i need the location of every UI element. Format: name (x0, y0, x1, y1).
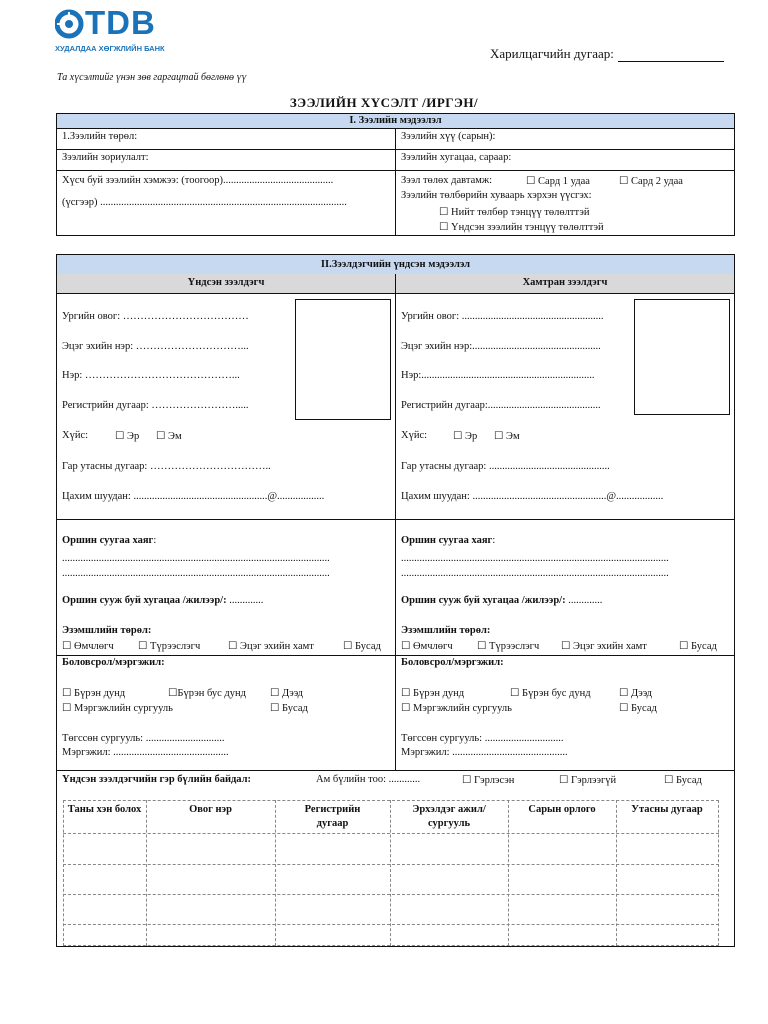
family-col-income: Сарын орлого (528, 804, 596, 815)
main-education-label: Боловсрол/мэргэжил: (62, 657, 165, 668)
co-address-label (401, 535, 495, 546)
co-gender-label: Хүйс: (401, 430, 428, 441)
co-own-parents-checkbox[interactable]: ☐ Эцэг эхийн хамт (561, 641, 647, 652)
co-edu-secondary-checkbox[interactable]: ☐ Бүрэн дунд (401, 688, 465, 699)
co-address-colon: : (492, 535, 496, 546)
main-borrower-photo-box (295, 299, 391, 420)
co-phone-field[interactable]: Гар утасны дугаар: .............................................. (401, 461, 610, 472)
family-status-label: Үндсэн зээлдэгчийн гэр бүлийн байдал: (62, 774, 252, 785)
main-gender-female-checkbox[interactable]: ☐ Эм (156, 431, 182, 442)
main-address-colon: : (153, 535, 157, 546)
co-education-label: Боловсрол/мэргэжил: (401, 657, 504, 668)
main-residence-label: Оршин сууж буй хугацаа /жилээр/: (62, 595, 227, 606)
client-number (490, 46, 724, 62)
family-single-checkbox[interactable]: ☐ Гэрлээгүй (559, 775, 617, 786)
family-col-occupation: Эрхэлдэг ажил/ сургууль (412, 804, 486, 829)
family-col-relation: Таны хэн болох (67, 804, 142, 815)
purpose-field[interactable]: Зээлийн зориулалт: (62, 152, 149, 163)
main-residence-term[interactable] (62, 595, 263, 606)
co-address-title: Оршин суугаа хаяг (401, 535, 493, 546)
family-married-checkbox[interactable]: ☐ Гэрлэсэн (462, 775, 515, 786)
main-school-field[interactable]: Төгссөн сургууль: .............................. (62, 733, 225, 744)
family-col-name: Овог нэр (189, 804, 232, 815)
section2-header: II.Зээлдэгчийн үндсэн мэдээлэл (57, 255, 734, 275)
co-register-field[interactable]: Регистрийн дугаар:........................................... (401, 400, 601, 411)
main-gender-label: Хүйс: (62, 430, 89, 441)
co-surname-field[interactable]: Ургийн овог: ...................................................... (401, 311, 604, 322)
client-number-label: Харилцагчийн дугаар: (490, 46, 614, 61)
family-other-checkbox[interactable]: ☐ Бусад (664, 775, 702, 786)
main-own-owner-checkbox[interactable]: ☐ Өмчлөгч (62, 641, 114, 652)
freq-monthly-1-checkbox[interactable]: ☐ Сард 1 удаа (526, 176, 590, 187)
main-address-label (62, 535, 156, 546)
term-field[interactable]: Зээлийн хугацаа, сараар: (401, 152, 512, 163)
loan-type-field[interactable]: 1.Зээлийн төрөл: (62, 131, 138, 142)
main-edu-incomplete-checkbox[interactable]: ☐Бүрэн бус дунд (168, 688, 246, 699)
main-profession-field[interactable]: Мэргэжил: ............................................ (62, 747, 229, 758)
co-school-field[interactable]: Төгссөн сургууль: .............................. (401, 733, 564, 744)
logo-name: TDB (85, 4, 156, 41)
schedule-equal-total-checkbox[interactable]: ☐ Нийт төлбөр тэнцүү төлөлттэй (439, 207, 590, 218)
main-edu-higher-checkbox[interactable]: ☐ Дээд (270, 688, 304, 699)
family-members-field[interactable]: Ам бүлийн тоо: ............ (316, 774, 421, 785)
co-edu-higher-checkbox[interactable]: ☐ Дээд (619, 688, 653, 699)
main-borrower-header: Үндсэн зээлдэгч (57, 274, 395, 294)
main-register-field[interactable]: Регистрийн дугаар: ……………………..... (62, 400, 249, 411)
main-address-title: Оршин суугаа хаяг (62, 535, 154, 546)
co-edu-vocational-checkbox[interactable]: ☐ Мэргэжлийн сургууль (401, 703, 512, 714)
main-edu-vocational-checkbox[interactable]: ☐ Мэргэжлийн сургууль (62, 703, 173, 714)
co-own-other-checkbox[interactable]: ☐ Бусад (679, 641, 717, 652)
family-table (63, 800, 719, 946)
main-name-field[interactable]: Нэр: ……………………………………... (62, 370, 240, 381)
co-borrower-header: Хамтран зээлдэгч (396, 274, 734, 294)
section1-header: I. Зээлийн мэдээлэл (57, 114, 734, 129)
co-name-field[interactable]: Нэр:.................................................................. (401, 370, 595, 381)
tdb-logo-icon (55, 8, 85, 40)
co-residence-dots: ............. (565, 595, 603, 606)
frequency-label: Зээл төлөх давтамж: (401, 175, 493, 186)
form-note: Та хүсэлтийг үнэн зөв гаргацтай бөглөнө үү (57, 72, 247, 83)
co-own-tenant-checkbox[interactable]: ☐ Түрээслэгч (477, 641, 540, 652)
family-col-register: Регистрийн дугаар (304, 804, 361, 829)
main-own-other-checkbox[interactable]: ☐ Бусад (343, 641, 381, 652)
main-father-name-field[interactable]: Эцэг эхийн нэр: …………………………... (62, 341, 249, 352)
form-title: ЗЭЭЛИЙН ХҮСЭЛТ /ИРГЭН/ (289, 95, 479, 110)
main-own-parents-checkbox[interactable]: ☐ Эцэг эхийн хамт (228, 641, 314, 652)
bank-logo (55, 4, 165, 53)
co-address-line-1[interactable]: ...................................................................................................... (401, 553, 669, 564)
main-gender-male-checkbox[interactable]: ☐ Эр (115, 431, 140, 442)
co-address-line-2[interactable]: ...................................................................................................... (401, 568, 669, 579)
main-residence-dots: ............. (226, 595, 264, 606)
co-ownership-label: Эзэмшлийн төрөл: (401, 625, 491, 636)
client-number-field[interactable] (618, 49, 724, 62)
co-edu-incomplete-checkbox[interactable]: ☐ Бүрэн бус дунд (510, 688, 591, 699)
freq-monthly-2-checkbox[interactable]: ☐ Сард 2 удаа (619, 176, 683, 187)
main-own-tenant-checkbox[interactable]: ☐ Түрээслэгч (138, 641, 201, 652)
family-col-phone: Утасны дугаар (631, 804, 703, 815)
main-edu-other-checkbox[interactable]: ☐ Бусад (270, 703, 308, 714)
main-address-line-2[interactable]: ...................................................................................................... (62, 568, 330, 579)
co-own-owner-checkbox[interactable]: ☐ Өмчлөгч (401, 641, 453, 652)
co-email-field[interactable]: Цахим шуудан: ...................................................@.................. (401, 491, 664, 502)
co-borrower-photo-box (634, 299, 730, 415)
interest-field[interactable]: Зээлийн хүү (сарын): (401, 131, 496, 142)
amount-number-field[interactable]: Хүсч буй зээлийн хэмжээ: (тоогоор).......................................... (62, 175, 334, 186)
co-gender-male-checkbox[interactable]: ☐ Эр (453, 431, 478, 442)
schedule-label: Зээлийн төлбөрийн хуваарь хэрхэн үүсгэх: (401, 190, 592, 201)
logo-subtitle: ХУДАЛДАА ХӨГЖЛИЙН БАНК (55, 44, 165, 53)
amount-words-field[interactable]: (үсгээр) .............................................................................................. (62, 197, 347, 208)
co-edu-other-checkbox[interactable]: ☐ Бусад (619, 703, 657, 714)
main-phone-field[interactable]: Гар утасны дугаар: …………………………….. (62, 461, 271, 472)
main-email-field[interactable]: Цахим шуудан: ...................................................@.................. (62, 491, 325, 502)
co-residence-label: Оршин сууж буй хугацаа /жилээр/: (401, 595, 566, 606)
co-residence-term[interactable] (401, 595, 602, 606)
main-surname-field[interactable]: Ургийн овог: ……………………………… (62, 311, 249, 322)
main-edu-secondary-checkbox[interactable]: ☐ Бүрэн дунд (62, 688, 126, 699)
co-gender-female-checkbox[interactable]: ☐ Эм (494, 431, 520, 442)
co-profession-field[interactable]: Мэргэжил: ............................................ (401, 747, 568, 758)
main-address-line-1[interactable]: ...................................................................................................... (62, 553, 330, 564)
schedule-equal-principal-checkbox[interactable]: ☐ Үндсэн зээлийн тэнцүү төлөлттэй (439, 222, 604, 233)
co-father-name-field[interactable]: Эцэг эхийн нэр:................................................. (401, 341, 601, 352)
main-ownership-label: Эзэмшлийн төрөл: (62, 625, 152, 636)
